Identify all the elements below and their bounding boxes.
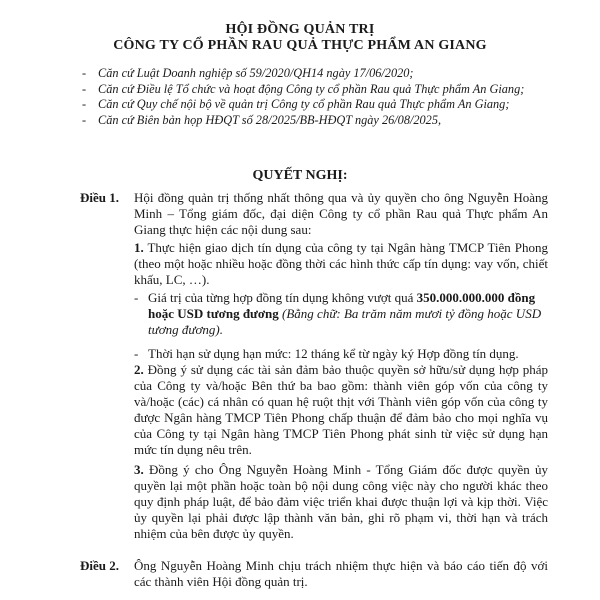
basis-item: - Căn cứ Luật Doanh nghiệp số 59/2020/QH14 ngày 17/06/2020; xyxy=(82,66,414,80)
basis-item: - Căn cứ Điều lệ Tổ chức và hoạt động Công ty cổ phần Rau quả Thực phẩm An Giang; xyxy=(82,81,525,96)
legal-basis-list xyxy=(82,66,582,128)
credit-limit-bullet: - Giá trị của từng hợp đồng tín dụng không vượt quá 350.000.000.000 đồng hoặc USD tương đương (Bằng chữ: Ba trăm năm mươi tỷ đồng hoặc USD tương đương). xyxy=(134,290,542,337)
company-title: CÔNG TY CỔ PHẦN RAU QUẢ THỰC PHẨM AN GIANG xyxy=(113,38,487,53)
basis-item: - Căn cứ Quy chế nội bộ về quản trị Công ty cổ phần Rau quả Thực phẩm An Giang; xyxy=(82,97,510,111)
article-1-item-2: 2. Đồng ý sử dụng các tài sản đảm bảo thuộc quyền sở hữu/sử dụng hợp pháp của Công ty và/hoặc Bên thứ ba bao gồm: thành viên góp vốn của công ty và/hoặc (các) cá nhân có quan hệ ruột thịt với Thành viên góp vốn của công ty được Ngân hàng TMCP Tiên Phong chấp thuận để đảm bảo cho mọi nghĩa vụ của Công ty tại Ngân hàng TMCP Tiên Phong phát sinh từ việc sử dụng hạn mức tín dụng nêu trên. xyxy=(134,362,548,457)
basis-item: - Căn cứ Biên bản họp HĐQT số 28/2025/BB-HĐQT ngày 26/08/2025, xyxy=(82,112,442,127)
article-1-item-3: 3. Đồng ý cho Ông Nguyễn Hoàng Minh - Tổng Giám đốc được quyền ủy quyền lại một phần hoặc toàn bộ nội dung công việc này cho người khác theo quy định pháp luật, để bảo đảm việc triển khai được thuận lợi và kịp thời. Việc ủy quyền lại phải được lập thành văn bản, ghi rõ phạm vi, thời hạn và trách nhiệm của bên được ủy quyền. xyxy=(134,462,549,541)
article-1-label: Điều 1. xyxy=(80,190,119,205)
decision-heading: QUYẾT NGHỊ: xyxy=(252,168,348,183)
article-1-intro: Hội đồng quản trị thống nhất thông qua và ủy quyền cho ông Nguyễn Hoàng Minh – Tổng giám đốc, đại diện Công ty cổ phần Rau quả Thực phẩm An Giang thực hiện các nội dung sau: xyxy=(134,190,548,237)
article-1-item-1: 1. Thực hiện giao dịch tín dụng của công ty tại Ngân hàng TMCP Tiên Phong (theo một hoặc nhiều hoặc đồng thời các hình thức cấp tín dụng: vay vốn, chiết khấu, LC, …). xyxy=(134,240,549,287)
credit-amount: 350.000.000.000 đồng hoặc USD tương đương xyxy=(148,290,536,321)
article-2-label: Điều 2. xyxy=(80,558,119,573)
term-bullet: - Thời hạn sử dụng hạn mức: 12 tháng kể từ ngày ký Hợp đồng tín dụng. xyxy=(134,346,519,361)
board-title: HỘI ĐỒNG QUẢN TRỊ xyxy=(225,22,375,37)
article-2-text: Ông Nguyễn Hoàng Minh chịu trách nhiệm thực hiện và báo cáo tiến độ với các thành viên Hội đồng quản trị. xyxy=(134,558,548,589)
